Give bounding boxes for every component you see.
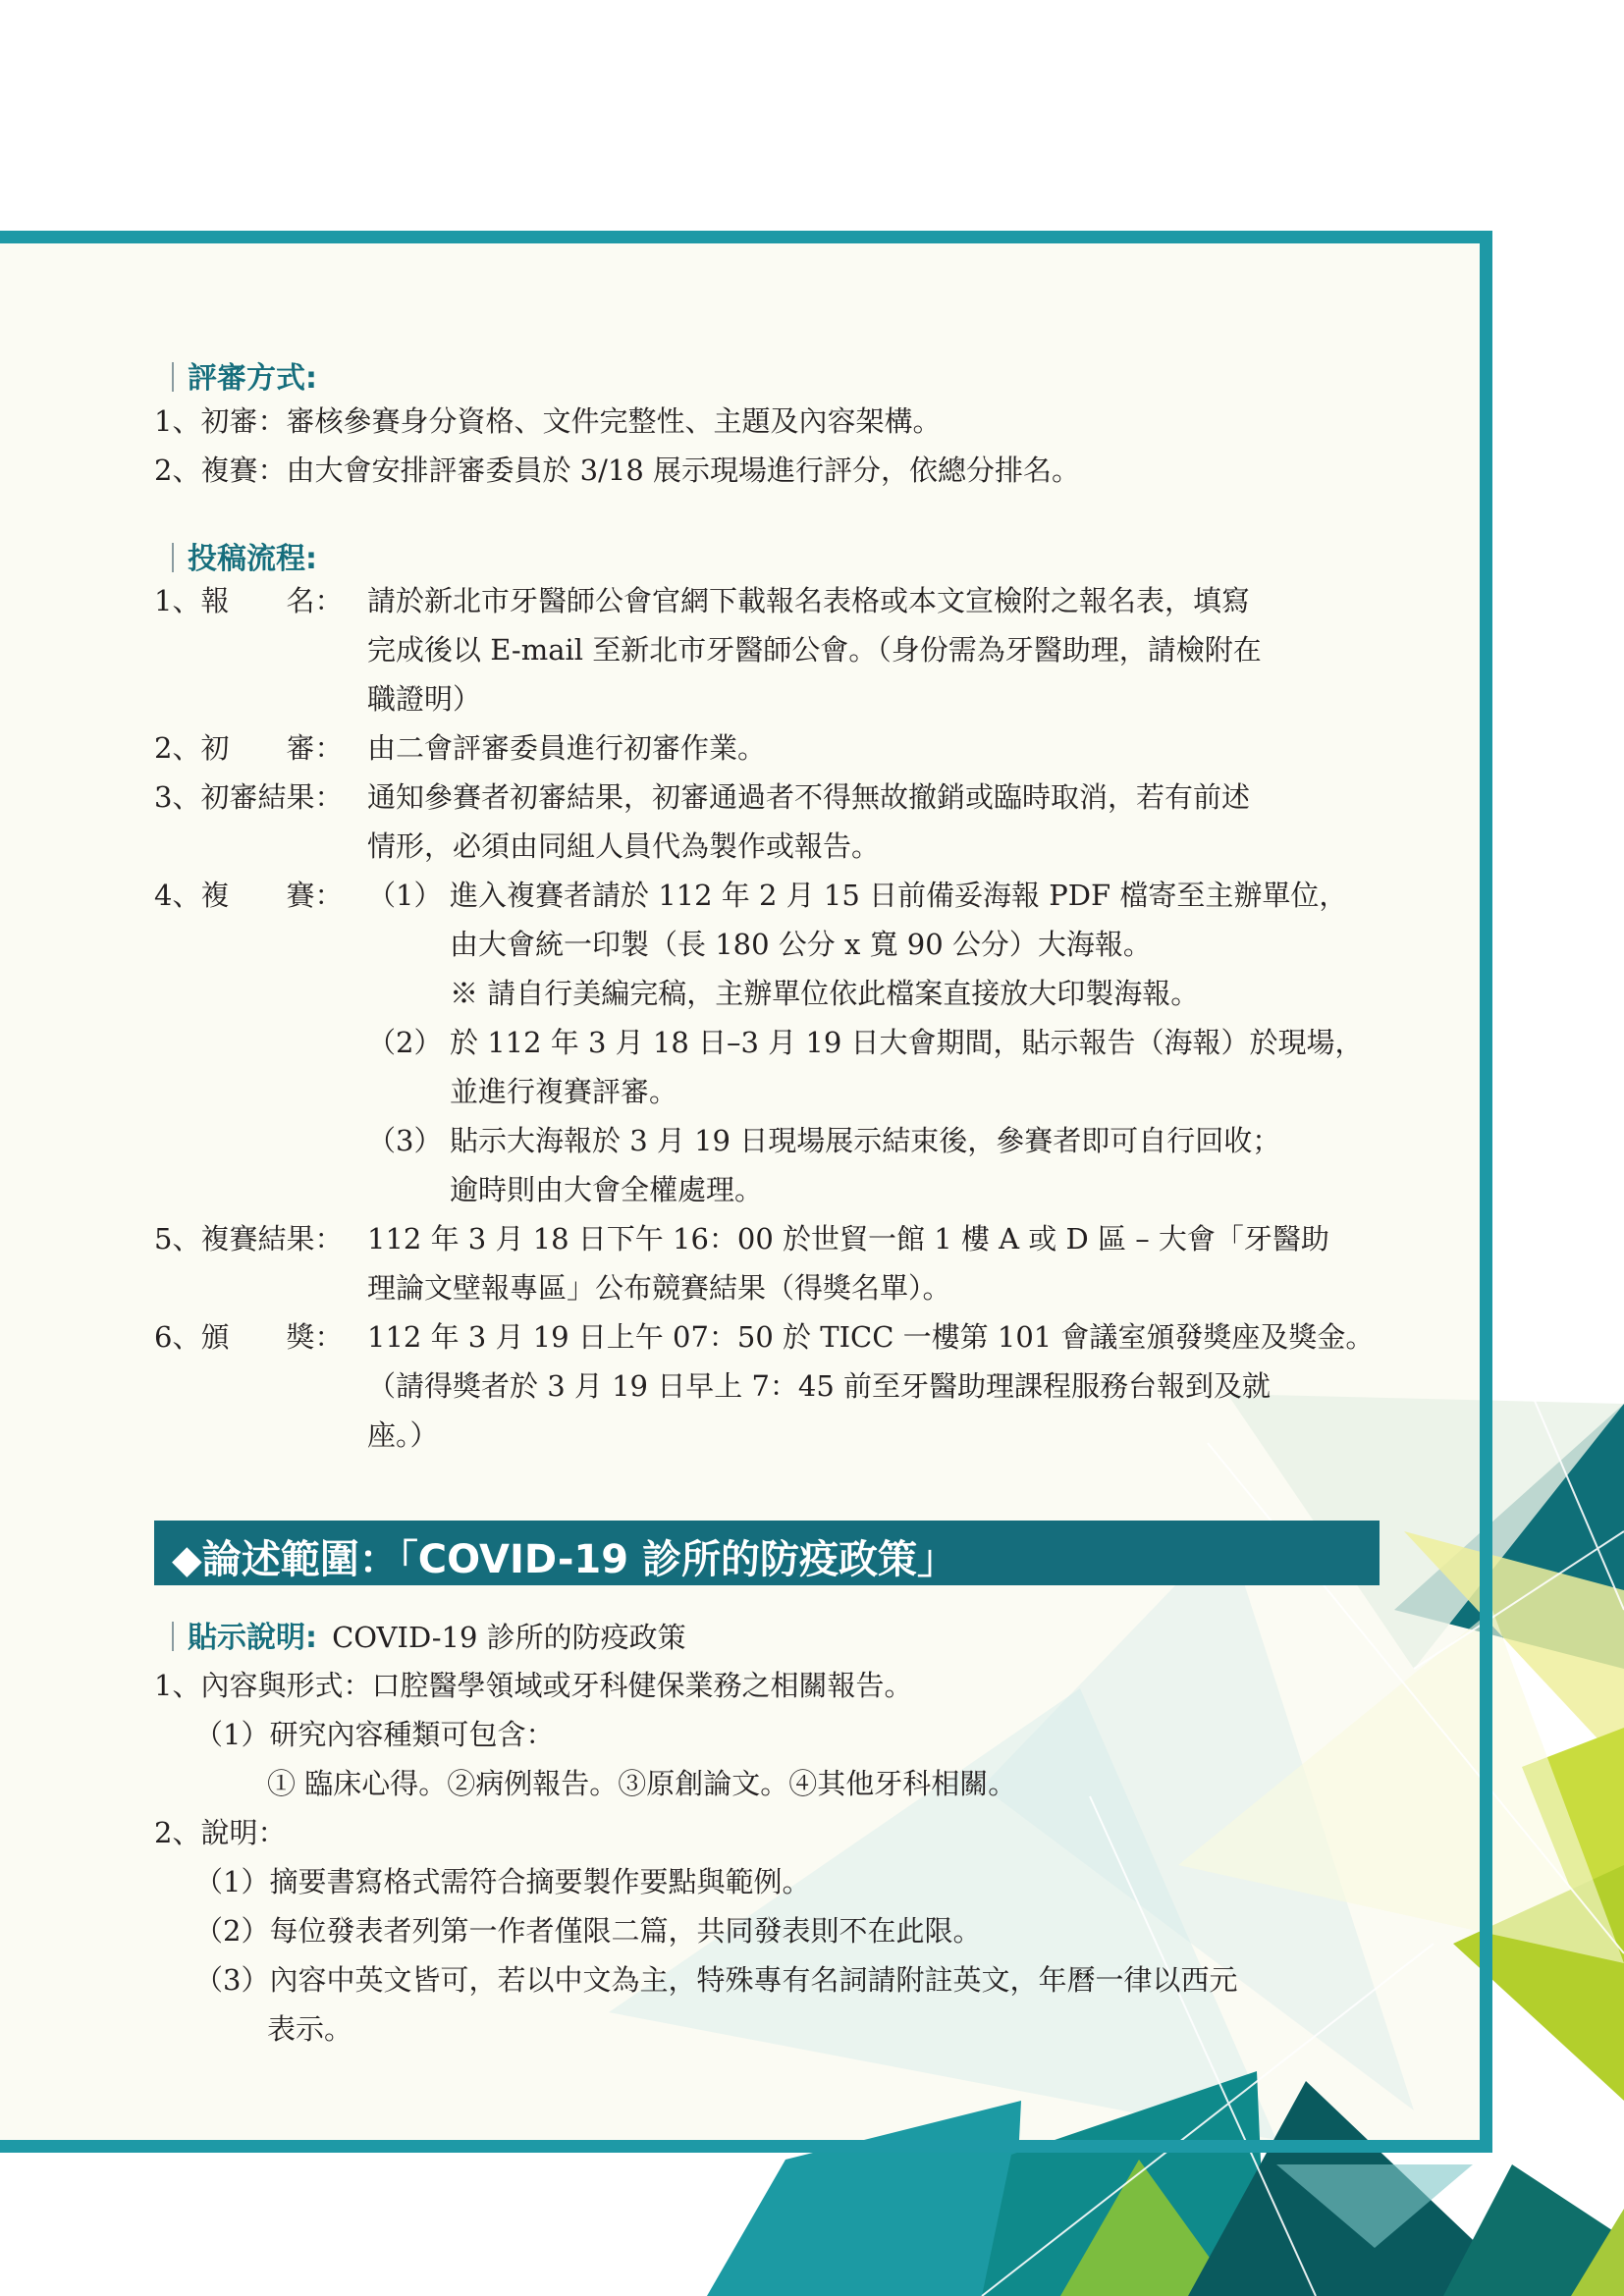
- process-item-6-label: 6、頒 獎：: [154, 1320, 344, 1354]
- process-item-2-line: 由二會評審委員進行初審作業。: [367, 731, 767, 765]
- process-item-4-sub-1-line: 進入複賽者請於 112 年 2 月 15 日前備妥海報 PDF 檔寄至主辦單位，: [450, 879, 1348, 912]
- process-item-6-line: 座。）: [367, 1418, 439, 1452]
- process-item-4-sub-2-line: 並進行複賽評審。: [450, 1075, 678, 1108]
- poster-heading-value: COVID-19 診所的防疫政策: [332, 1621, 686, 1654]
- process-item-4-sub-2-line: 於 112 年 3 月 18 日–3 月 19 日大會期間，貼示報告（海報）於現場，: [450, 1026, 1364, 1059]
- process-item-5-label: 5、複賽結果：: [154, 1222, 344, 1255]
- process-item-4-sub-1-num: （1）: [367, 879, 443, 912]
- poster-item-1-sub: （1）研究內容種類可包含：: [194, 1718, 555, 1751]
- process-item-2-label: 2、初 審：: [154, 731, 344, 765]
- process-item-1-line: 完成後以 E-mail 至新北市牙醫師公會。（身份需為牙醫助理，請檢附在: [367, 633, 1262, 667]
- process-heading: 投稿流程:: [172, 534, 317, 577]
- poster-heading: 貼示說明:: [188, 1621, 317, 1655]
- poster-item-1: 1、內容與形式：口腔醫學領域或牙科健保業務之相關報告。: [154, 1669, 913, 1702]
- review-item-1: 1、初審：審核參賽身分資格、文件完整性、主題及內容架構。: [154, 404, 942, 438]
- process-item-4-sub-3-line: 逾時則由大會全權處理。: [450, 1173, 764, 1206]
- poster-item-2-sub-3: （3）內容中英文皆可，若以中文為主，特殊專有名詞請附註英文，年曆一律以西元: [194, 1963, 1238, 1997]
- process-item-4-sub-2-num: （2）: [367, 1026, 443, 1059]
- heading-bar: [172, 1622, 174, 1651]
- heading-bar: [172, 543, 174, 572]
- process-item-4-sub-1-line: 由大會統一印製（長 180 公分 x 寬 90 公分）大海報。: [450, 928, 1152, 961]
- poster-item-2: 2、說明：: [154, 1816, 287, 1849]
- process-item-3-line: 情形，必須由同組人員代為製作或報告。: [367, 829, 881, 863]
- process-item-1-line: 請於新北市牙醫師公會官網下載報名表格或本文宣檢附之報名表，填寫: [367, 584, 1251, 617]
- process-item-6-line: 112 年 3 月 19 日上午 07：50 於 TICC 一樓第 101 會議室頒發獎座及獎金。: [367, 1320, 1375, 1354]
- process-item-4-label: 4、複 賽：: [154, 879, 344, 912]
- process-item-5-line: 112 年 3 月 18 日下午 16：00 於世貿一館 1 樓 A 或 D 區 – 大會「牙醫助: [367, 1222, 1329, 1255]
- process-item-1-line: 職證明）: [367, 682, 482, 716]
- process-item-4-sub-3-line: 貼示大海報於 3 月 19 日現場展示結束後，參賽者即可自行回收；: [450, 1124, 1281, 1157]
- process-item-4-sub-1-note: ※ 請自行美編完稿，主辦單位依此檔案直接放大印製海報。: [450, 977, 1200, 1010]
- review-item-2: 2、複賽：由大會安排評審委員於 3/18 展示現場進行評分，依總分排名。: [154, 454, 1081, 487]
- process-item-1-label: 1、報 名：: [154, 584, 344, 617]
- poster-item-2-sub-3-line: 表示。: [267, 2012, 353, 2046]
- review-heading: 評審方式:: [172, 353, 317, 397]
- poster-item-2-sub-2: （2）每位發表者列第一作者僅限二篇，共同發表則不在此限。: [194, 1914, 982, 1948]
- process-item-6-line: （請得獎者於 3 月 19 日早上 7：45 前至牙醫助理課程服務台報到及就: [367, 1369, 1272, 1403]
- topic-banner-text: ◆論述範圍：「COVID-19 診所的防疫政策」: [172, 1537, 957, 1582]
- process-item-3-line: 通知參賽者初審結果，初審通過者不得無故撤銷或臨時取消，若有前述: [367, 780, 1251, 814]
- heading-bar: [172, 362, 174, 392]
- poster-heading-row: [172, 1613, 686, 1662]
- process-item-4-sub-3-num: （3）: [367, 1124, 443, 1157]
- poster-item-1-list: ① 臨床心得。②病例報告。③原創論文。④其他牙科相關。: [267, 1767, 1017, 1800]
- process-item-5-line: 理論文壁報專區」公布競賽結果（得獎名單）。: [367, 1271, 951, 1305]
- process-item-3-label: 3、初審結果：: [154, 780, 344, 814]
- poster-item-2-sub-1: （1）摘要書寫格式需符合摘要製作要點與範例。: [194, 1865, 811, 1898]
- topic-banner: [154, 1521, 1380, 1585]
